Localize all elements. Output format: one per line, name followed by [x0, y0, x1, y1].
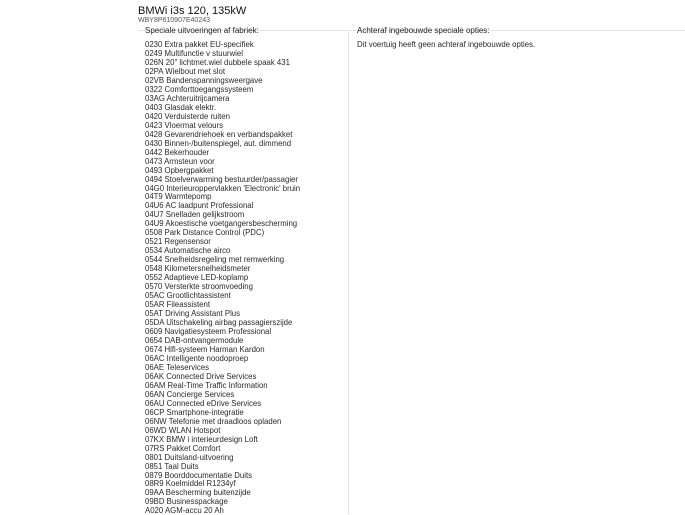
no-retrofit-options-message: Dit voertuig heeft geen achteraf ingebouwde opties. [357, 40, 536, 49]
option-item: 06AU Connected eDrive Services [145, 398, 262, 408]
option-item: 08R9 Koelmiddel R1234yf [145, 479, 236, 489]
option-item: 0674 Hifi-systeem Harman Kardon [145, 344, 265, 354]
option-item: 04U7 Snelladen gelijkstroom [145, 210, 245, 220]
option-item: 0879 Boorddocumentatie Duits [145, 470, 253, 480]
option-item: 04T9 Warmtepomp [145, 192, 212, 202]
option-item: 07RS Pakket Comfort [145, 443, 221, 453]
option-item: 05AR Fileassistent [145, 300, 211, 310]
option-item: 0544 Snelheidsregeling met remwerking [145, 255, 285, 265]
option-item: 05DA Uitschakeling airbag passagierszijde [145, 318, 293, 328]
option-item: 0851 Taal Duits [145, 461, 199, 471]
option-item: 06AM Real-Time Traffic Information [145, 380, 268, 390]
option-item: 0552 Adaptieve LED-koplamp [145, 273, 249, 283]
option-item: 0801 Duitsland-uitvoering [145, 452, 234, 462]
option-item: 02PA Wielbout met slot [145, 66, 226, 76]
option-item: 0322 Comforttoegangssysteem [145, 84, 254, 94]
option-item: 0430 Binnen-/buitenspiegel, aut. dimmend [145, 138, 292, 148]
option-item: 0420 Verduisterde ruiten [145, 111, 230, 121]
option-item: 09BD Businesspackage [145, 497, 228, 507]
option-item: 0473 Armsteun voor [145, 156, 215, 166]
option-item: 0494 Stoelverwarming bestuurder/passagier [145, 174, 298, 184]
option-item: 04U6 AC laadpunt Professional [145, 201, 254, 211]
vehicle-vin: WBY8P610907E40243 [138, 17, 210, 24]
option-item: 09AA Bescherming buitenzijde [145, 488, 251, 498]
option-item: 0548 Kilometersnelheidsmeter [145, 264, 251, 274]
option-item: 05AC Grootlichtassistent [145, 291, 231, 301]
option-item: 04G0 Interieuroppervlakken 'Electronic' bruin [145, 183, 301, 193]
option-item: 0534 Automatische airco [145, 246, 231, 256]
option-item: 0654 DAB-ontvangermodule [145, 335, 244, 345]
column-divider [348, 30, 349, 514]
option-item: 02VB Bandenspanningsweergave [145, 75, 263, 85]
option-item: 0609 Navigatiesysteem Professional [145, 327, 272, 336]
option-item: 04U9 Akoestische voetgangersbescherming [145, 219, 298, 229]
option-item: 07KX BMW i interieurdesign Loft [145, 434, 258, 444]
option-item: 0493 Opbergpakket [145, 165, 214, 175]
retrofit-options-heading: Achteraf ingebouwde speciale opties: [357, 26, 490, 35]
option-item: 06AK Connected Drive Services [145, 371, 257, 381]
option-item: 0442 Bekerhouder [145, 147, 210, 157]
option-item: 0508 Park Distance Control (PDC) [145, 228, 265, 238]
option-item: 0570 Versterkte stroomvoeding [145, 282, 253, 292]
option-item: 06AE Teleservices [145, 362, 209, 372]
option-item: A020 AGM-accu 20 Ah [145, 506, 224, 515]
option-item: 03AG Achteruitrijcamera [145, 93, 230, 103]
option-item: 06NW Telefonie met draadloos opladen [145, 416, 282, 426]
vehicle-title: BMWi i3s 120, 135kW [138, 5, 247, 17]
option-item: 0428 Gevarendriehoek en verbandspakket [145, 129, 293, 139]
option-item: 0423 Vloermat velours [145, 120, 224, 130]
option-item: 06CP Smartphone-integratie [145, 407, 244, 417]
option-item: 06AN Concierge Services [145, 389, 235, 399]
option-item: 026N 20" lichtmet.wiel dubbele spaak 431 [145, 57, 290, 67]
option-item: 0521 Regensensor [145, 237, 211, 247]
option-item: 0230 Extra pakket EU-specifiek [145, 40, 254, 49]
option-item: 0249 Multifunctie v stuurwiel [145, 48, 243, 58]
option-item: 05AT Driving Assistant Plus [145, 309, 241, 319]
option-item: 0403 Glasdak elektr. [145, 102, 217, 112]
factory-options-heading: Speciale uitvoeringen af fabriek: [145, 26, 259, 35]
option-item: 06WD WLAN Hotspot [145, 425, 221, 435]
option-item: 06AC Intelligente noodoproep [145, 353, 249, 363]
factory-options-list [145, 40, 300, 515]
